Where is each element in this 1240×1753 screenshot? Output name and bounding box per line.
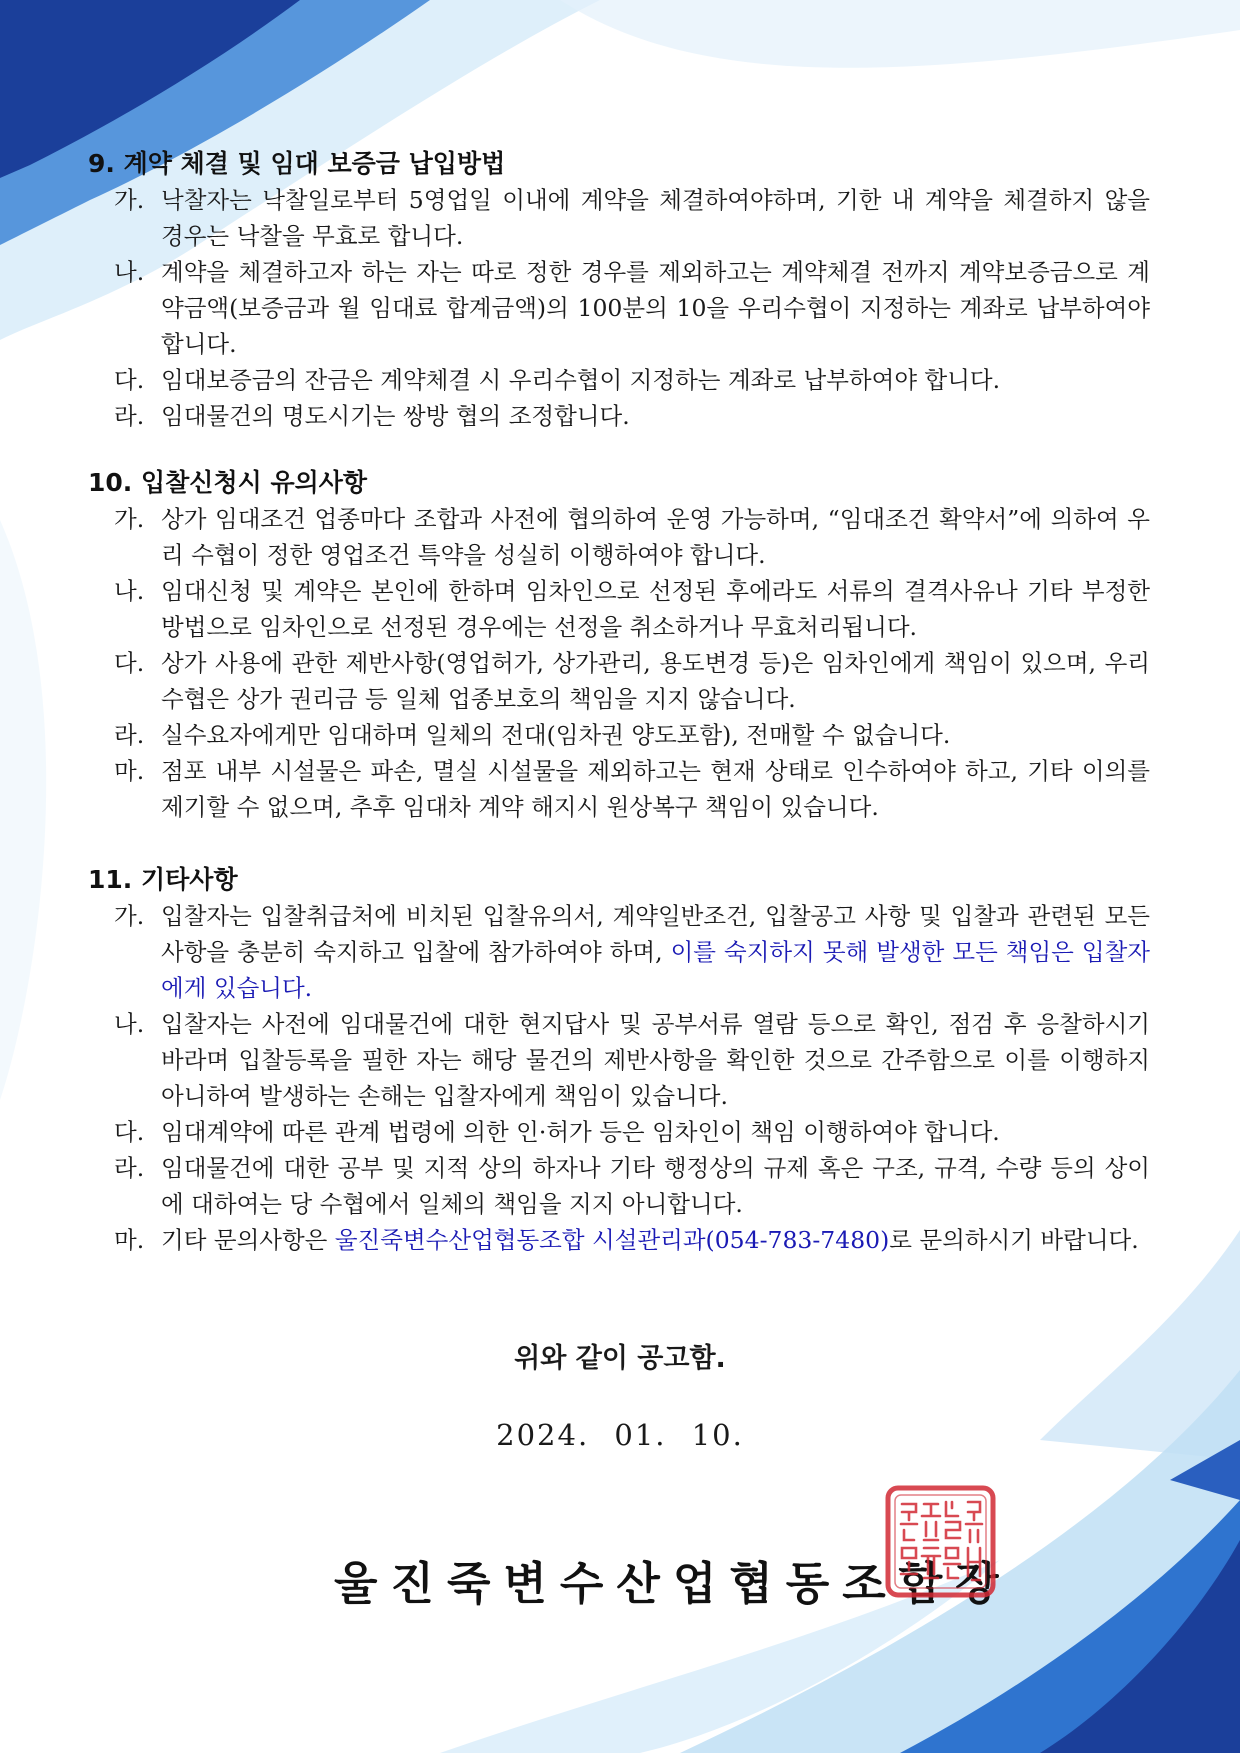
item-text: 실수요자에게만 임대하며 일체의 전대(임차권 양도포함), 전매할 수 없습니다. [161, 721, 951, 749]
list-item [88, 254, 1150, 362]
list-item [88, 398, 1150, 434]
list-item [88, 898, 1150, 1006]
item-text: 점포 내부 시설물은 파손, 멸실 시설물을 제외하고는 현재 상태로 인수하여야 하고, 기타 이의를 제기할 수 없으며, 추후 임대차 계약 해지시 원상복구 책임이 있습니다. [161, 757, 1150, 821]
item-text: 입찰자는 입찰취급처에 비치된 입찰유의서, 계약일반조건, 입찰공고 사항 및 입찰과 관련된 모든 사항을 충분히 숙지하고 입찰에 참가하여야 하며, [161, 902, 1150, 966]
item-marker: 다. [114, 1118, 145, 1146]
section-heading: 11. 기타사항 [88, 865, 238, 894]
item-text: 임대신청 및 계약은 본인에 한하며 임차인으로 선정된 후에라도 서류의 결격사유나 기타 부정한 방법으로 임차인으로 선정된 경우에는 선정을 취소하거나 무효처리됩니다. [161, 577, 1150, 641]
item-marker: 마. [114, 757, 145, 785]
item-text: 입찰자는 사전에 임대물건에 대한 현지답사 및 공부서류 열람 등으로 확인, 점검 후 응찰하시기 바라며 입찰등록을 필한 자는 해당 물건의 제반사항을 확인한 것으로 간주함으로 이를 이행하지 아니하여 발생하는 손해는 입찰자에게 책임이 있습니다. [161, 1010, 1150, 1110]
list-item [88, 362, 1150, 398]
notice-date: 2024. 01. 10. [496, 1418, 744, 1452]
list-item [88, 645, 1150, 717]
item-marker: 가. [114, 902, 145, 930]
list-item [88, 501, 1150, 573]
list-item [88, 1006, 1150, 1114]
section-11 [88, 862, 1150, 1258]
item-marker: 라. [114, 721, 145, 749]
item-text: 임대물건의 명도시기는 쌍방 협의 조정합니다. [161, 402, 630, 430]
list-item [88, 1114, 1150, 1150]
section-heading: 9. 계약 체결 및 임대 보증금 납입방법 [88, 149, 506, 178]
item-marker: 가. [114, 505, 145, 533]
section-9 [88, 146, 1150, 434]
item-text-after: 로 문의하시기 바랍니다. [889, 1226, 1139, 1254]
item-text: 기타 문의사항은 [161, 1226, 335, 1254]
item-marker: 나. [114, 258, 145, 286]
item-marker: 다. [114, 366, 145, 394]
item-text: 상가 사용에 관한 제반사항(영업허가, 상가관리, 용도변경 등)은 임차인에게 책임이 있으며, 우리 수협은 상가 권리금 등 일체 업종보호의 책임을 지지 않습니다. [161, 649, 1150, 713]
contact-info: 울진죽변수산업협동조합 시설관리과(054-783-7480) [334, 1226, 890, 1254]
item-marker: 라. [114, 1154, 145, 1182]
highlighted-text: 이를 숙지하지 못해 발생한 모든 책임은 입찰자에게 있습니다. [161, 938, 1151, 1002]
item-marker: 가. [114, 186, 145, 214]
list-item [88, 753, 1150, 825]
item-text: 임대계약에 따른 관계 법령에 의한 인·허가 등은 임차인이 책임 이행하여야 합니다. [161, 1118, 1000, 1146]
item-text: 낙찰자는 낙찰일로부터 5영업일 이내에 계약을 체결하여야하며, 기한 내 계약을 체결하지 않을 경우는 낙찰을 무효로 합니다. [161, 186, 1150, 250]
section-10 [88, 465, 1150, 825]
item-marker: 마. [114, 1226, 145, 1254]
list-item [88, 717, 1150, 753]
list-item [88, 573, 1150, 645]
list-item [88, 1150, 1150, 1222]
official-seal-stamp [884, 1484, 997, 1599]
item-text: 임대보증금의 잔금은 계약체결 시 우리수협이 지정하는 계좌로 납부하여야 합니다. [161, 366, 1001, 394]
item-marker: 나. [114, 577, 145, 605]
item-text: 상가 임대조건 업종마다 조합과 사전에 협의하여 운영 가능하며, “임대조건 확약서”에 의하여 우리 수협이 정한 영업조건 특약을 성실히 이행하여야 합니다. [161, 505, 1150, 569]
item-text: 계약을 체결하고자 하는 자는 따로 정한 경우를 제외하고는 계약체결 전까지 계약보증금으로 계약금액(보증금과 월 임대료 합계금액)의 100분의 10을 우리수협이 지정하는 계좌로 납부하여야 합니다. [161, 258, 1150, 358]
item-text: 임대물건에 대한 공부 및 지적 상의 하자나 기타 행정상의 규제 혹은 구조, 규격, 수량 등의 상이에 대하여는 당 수협에서 일체의 책임을 지지 아니합니다. [161, 1154, 1150, 1218]
list-item [88, 1222, 1150, 1258]
section-heading: 10. 입찰신청시 유의사항 [88, 468, 368, 497]
item-marker: 다. [114, 649, 145, 677]
list-item [88, 182, 1150, 254]
item-marker: 라. [114, 402, 145, 430]
organization-signature: 울진죽변수산업협동조합장 [334, 1557, 1012, 1610]
closing-statement: 위와 같이 공고함. [514, 1343, 726, 1374]
item-marker: 나. [114, 1010, 145, 1038]
